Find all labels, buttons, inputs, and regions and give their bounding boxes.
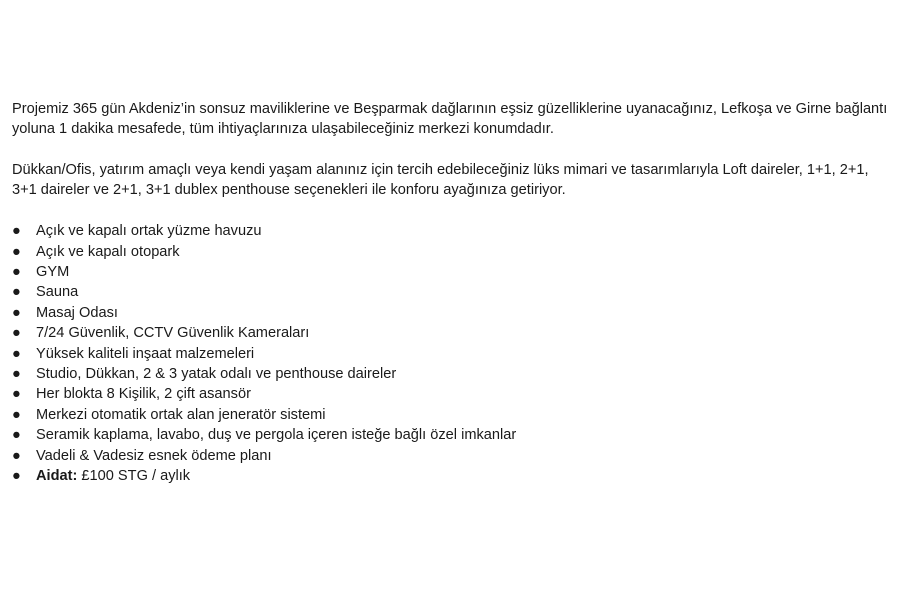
intro-paragraph: Projemiz 365 gün Akdeniz’in sonsuz maviliklerine ve Beşparmak dağlarının eşsiz güzelliklerine uyanacağınız, Lefkoşa ve Girne bağlantı yoluna 1 dakika mesafede, tüm ihtiyaçlarınıza ulaşabileceğiniz merkezi konumdadır.	[12, 101, 888, 138]
features-list	[12, 221, 888, 486]
list-item	[12, 303, 888, 323]
options-paragraph: Dükkan/Ofis, yatırım amaçlı veya kendi yaşam alanınız için tercih edebileceğiniz lüks mimari ve tasarımlarıyla Loft daireler, 1+1, 2+1, 3+1 daireler ve 2+1, 3+1 dublex penthouse seçenekleri ile konforu ayağınıza getiriyor.	[12, 161, 869, 199]
feature-text: Seramik kaplama, lavabo, duş ve pergola içeren isteğe bağlı özel imkanlar	[36, 427, 517, 444]
feature-text: Vadeli & Vadesiz esnek ödeme planı	[36, 447, 272, 464]
bullet-icon: ●	[12, 345, 21, 362]
bullet-icon: ●	[12, 406, 21, 423]
list-item	[12, 344, 888, 364]
document-body	[12, 99, 888, 487]
list-item	[12, 262, 888, 282]
fee-label: Aidat:	[36, 468, 78, 485]
feature-text: Her blokta 8 Kişilik, 2 çift asansör	[36, 386, 251, 403]
list-item	[12, 384, 888, 404]
feature-text: Açık ve kapalı otopark	[36, 243, 180, 260]
list-item	[12, 282, 888, 302]
bullet-icon: ●	[12, 304, 21, 321]
list-item-fee	[12, 466, 888, 486]
bullet-icon: ●	[12, 386, 21, 403]
bullet-icon: ●	[12, 427, 21, 444]
bullet-icon: ●	[12, 264, 21, 281]
feature-text: GYM	[36, 264, 70, 281]
feature-text: Yüksek kaliteli inşaat malzemeleri	[36, 345, 255, 362]
bullet-icon: ●	[12, 468, 21, 485]
list-item	[12, 242, 888, 262]
list-item	[12, 221, 888, 241]
feature-text: Masaj Odası	[36, 304, 118, 321]
bullet-icon: ●	[12, 447, 21, 464]
feature-text: Merkezi otomatik ortak alan jeneratör sistemi	[36, 406, 326, 423]
fee-value: £100 STG / aylık	[77, 468, 191, 485]
bullet-icon: ●	[12, 284, 21, 301]
list-item	[12, 446, 888, 466]
list-item	[12, 425, 888, 445]
feature-text: Studio, Dükkan, 2 & 3 yatak odalı ve penthouse daireler	[36, 366, 397, 383]
list-item	[12, 364, 888, 384]
list-item	[12, 323, 888, 343]
feature-text: Sauna	[36, 284, 79, 301]
feature-text: 7/24 Güvenlik, CCTV Güvenlik Kameraları	[36, 325, 310, 342]
bullet-icon: ●	[12, 366, 21, 383]
bullet-icon: ●	[12, 243, 21, 260]
bullet-icon: ●	[12, 325, 21, 342]
feature-text: Açık ve kapalı ortak yüzme havuzu	[36, 223, 262, 240]
list-item	[12, 405, 888, 425]
bullet-icon: ●	[12, 223, 21, 240]
